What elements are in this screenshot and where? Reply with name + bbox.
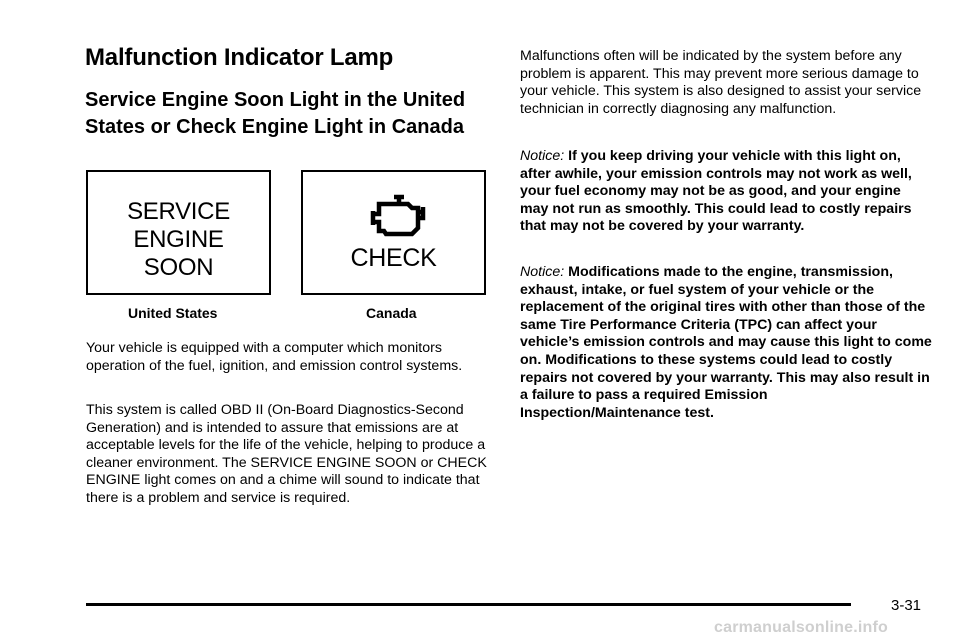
notice-warranty	[520, 148, 932, 236]
lamp-line-service: SERVICE	[127, 198, 230, 225]
notice-label: Notice:	[520, 264, 565, 280]
lamp-line-engine: ENGINE	[133, 226, 224, 253]
lamp-line-soon: SOON	[143, 254, 214, 281]
caption-canada: Canada	[366, 305, 417, 321]
paragraph-obd-ii: This system is called OBD II (On-Board Diagnostics-Second Generation) and is intended to assure that emissions are at acceptable levels for the life of the vehicle, helping to produce a cleaner environment. The SERVICE ENGINE SOON or CHECK ENGINE light comes on and a chime will sound to indicate that there is a problem and service is required.	[86, 402, 487, 506]
check-engine-lamp	[301, 170, 486, 295]
footer-rule	[86, 603, 851, 606]
notice-text: Modifications made to the engine, transmission, exhaust, intake, or fuel system of your vehicle or the replacement of the original tires with other than those of the same Tire Performance Criteria (TPC) can affect your vehicle’s emission controls and may cause this light to come on. Modifications to these systems could lead to costly repairs not covered by your warranty. This may also result in a failure to pass a required Emission Inspection/Maintenance test.	[520, 264, 932, 421]
page-title: Malfunction Indicator Lamp	[85, 44, 394, 71]
service-engine-soon-lamp	[86, 170, 271, 295]
notice-label: Notice:	[520, 148, 565, 164]
section-heading: Service Engine Soon Light in the United States or Check Engine Light in Canada	[85, 89, 466, 138]
paragraph-computer-monitoring: Your vehicle is equipped with a computer which monitors operation of the fuel, ignition, and emission control systems.	[86, 340, 463, 374]
caption-united-states: United States	[128, 305, 218, 321]
service-engine-soon-text	[88, 198, 269, 282]
page-number: 3-31	[891, 597, 922, 614]
watermark: carmanualsonline.info	[714, 619, 889, 636]
notice-modifications	[520, 264, 932, 422]
engine-icon	[363, 190, 433, 240]
notice-text: If you keep driving your vehicle with this light on, after awhile, your emission controls may not work as well, your fuel economy may not be as good, and your engine may not run as smoothly. This could lead to costly repairs that may not be covered by your warranty.	[520, 148, 912, 235]
paragraph-malfunctions: Malfunctions often will be indicated by the system before any problem is apparent. This may prevent more serious damage to your vehicle. This system is also designed to assist your service technician in correctly diagnosing any malfunction.	[520, 48, 922, 117]
check-text: CHECK	[350, 244, 437, 272]
